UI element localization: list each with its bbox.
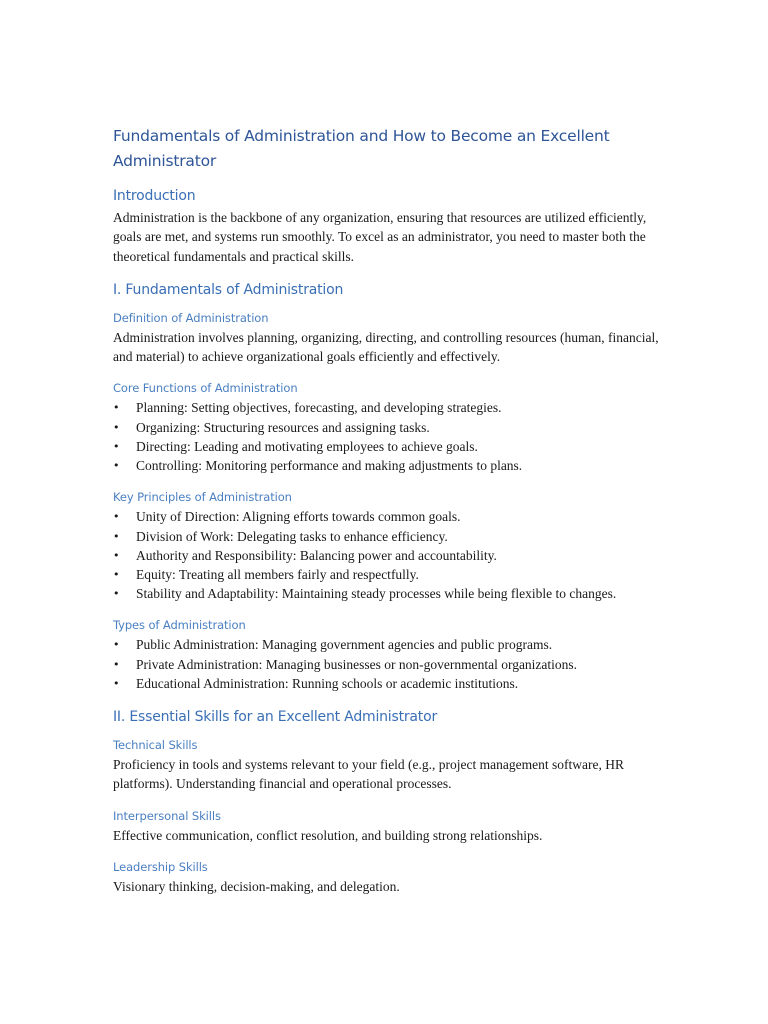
principles-list: [113, 507, 661, 603]
list-item: • Controlling: Monitoring performance and making adjustments to plans.: [113, 456, 661, 475]
core-functions-list: [113, 398, 661, 475]
bullet-icon: •: [113, 439, 120, 453]
list-item: • Stability and Adaptability: Maintaining steady processes while being flexible to changes.: [113, 584, 661, 603]
leadership-skills-heading: Leadership Skills: [113, 859, 208, 874]
bullet-icon: •: [113, 401, 120, 415]
definition-heading: Definition of Administration: [113, 310, 269, 325]
bullet-icon: •: [113, 420, 120, 434]
section2-heading: II. Essential Skills for an Excellent Administrator: [113, 708, 438, 725]
bullet-icon: •: [113, 548, 120, 562]
list-item: • Organizing: Structuring resources and assigning tasks.: [113, 418, 661, 437]
definition-paragraph: Administration involves planning, organizing, directing, and controlling resources (human, financial, and material) to achieve organizational goals efficiently and effectively.: [113, 329, 659, 365]
principles-heading: Key Principles of Administration: [113, 490, 292, 505]
interpersonal-skills-paragraph: Effective communication, conflict resolution, and building strong relationships.: [113, 827, 543, 843]
bullet-icon: •: [113, 657, 120, 671]
section1-heading: I. Fundamentals of Administration: [113, 281, 344, 298]
list-item: • Division of Work: Delegating tasks to enhance efficiency.: [113, 527, 661, 546]
intro-heading: Introduction: [113, 188, 196, 204]
technical-skills-paragraph: Proficiency in tools and systems relevant to your field (e.g., project management software, HR platforms). Understanding financial and operational processes.: [113, 756, 624, 792]
technical-skills-heading: Technical Skills: [113, 737, 198, 752]
bullet-icon: •: [113, 459, 120, 473]
list-item: • Public Administration: Managing government agencies and public programs.: [113, 635, 661, 654]
bullet-icon: •: [113, 529, 120, 543]
bullet-icon: •: [113, 567, 120, 581]
list-item: • Equity: Treating all members fairly and respectfully.: [113, 565, 661, 584]
list-item: • Unity of Direction: Aligning efforts towards common goals.: [113, 507, 661, 526]
types-heading: Types of Administration: [113, 618, 246, 633]
bullet-icon: •: [113, 676, 120, 690]
interpersonal-skills-heading: Interpersonal Skills: [113, 808, 221, 823]
list-item: • Private Administration: Managing businesses or non-governmental organizations.: [113, 655, 661, 674]
types-list: [113, 635, 661, 693]
bullet-icon: •: [113, 510, 120, 524]
list-item: • Educational Administration: Running schools or academic institutions.: [113, 674, 661, 693]
intro-paragraph: Administration is the backbone of any organization, ensuring that resources are utilized efficiently, goals are met, and systems run smoothly. To excel as an administrator, you need to master both the theoretical fundamentals and practical skills.: [113, 210, 647, 264]
document-title: Fundamentals of Administration and How to Become an Excellent Administrator: [113, 127, 610, 170]
list-item: • Planning: Setting objectives, forecasting, and developing strategies.: [113, 398, 661, 417]
core-functions-heading: Core Functions of Administration: [113, 381, 298, 396]
bullet-icon: •: [113, 587, 120, 601]
list-item: • Authority and Responsibility: Balancing power and accountability.: [113, 546, 661, 565]
document-page: [113, 124, 661, 896]
leadership-skills-paragraph: Visionary thinking, decision-making, and delegation.: [113, 878, 400, 894]
list-item: • Directing: Leading and motivating employees to achieve goals.: [113, 437, 661, 456]
bullet-icon: •: [113, 638, 120, 652]
